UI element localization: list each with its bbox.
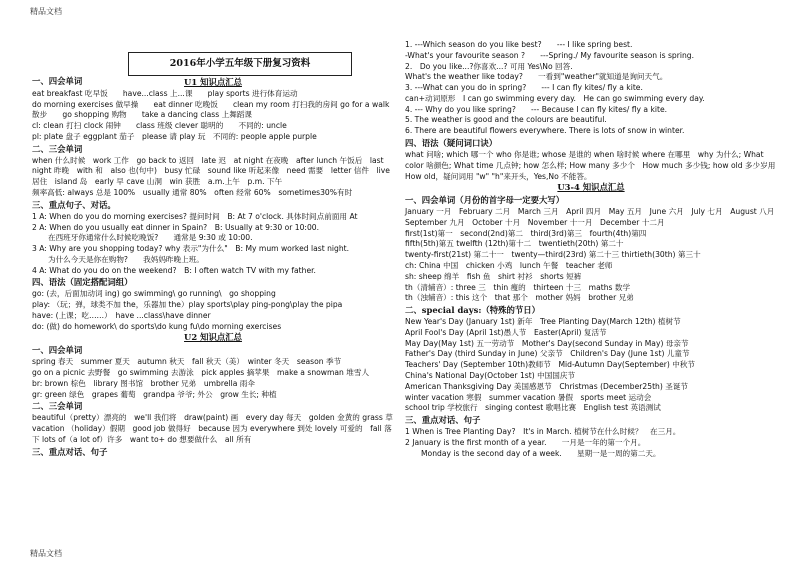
dialog-line: What's the weather like today? 一看到"weather"就知道是询问天气。: [405, 72, 668, 82]
word-line: go on a picnic 去野餐 go swimming 去游泳 pick apples 摘苹果 make a snowman 堆雪人: [32, 368, 370, 378]
section-heading: 三、重点对话、句子: [405, 415, 481, 426]
dialog-line: 6. There are beautiful flowers everywhere. There is lots of snow in winter.: [405, 126, 685, 136]
word-line: January 一月 February 二月 March 三月 April 四月 May 五月 June 六月 July 七月 August 八月 September 九月 October 十月 November 十一月 December 十二月: [405, 207, 782, 227]
holiday-line: China's National Day(October 1st) 中国国庆节: [405, 371, 576, 380]
word-line: th（浊辅音）: this 这个 that 那个 mother 妈妈 brother 兄弟: [405, 293, 634, 303]
word-line: ch: China 中国 chicken 小鸡 lunch 午餐 teacher 老师: [405, 261, 613, 271]
section-heading: 四、语法（疑问词口诀）: [405, 138, 498, 149]
section-heading: 二、三会单词: [32, 143, 83, 154]
grammar-line: what 问啥; which 哪一个 who 你是谁; whose 是谁的 when 啥时候 where 在哪里 why 为什么; What color 啥颜色; What time 几点钟; how 怎么样; How many 多少个 How much 多少钱; how old 多少岁用 How old，疑问词用 "w" "h"来开头，Yes,No 不能答。: [405, 149, 776, 181]
word-line: beautiful（pretty）漂亮的 we'll 我们将 draw(paint) 画 every day 每天 golden 金黄的 grass 草 vacation （holiday）假期 good job 做得好 because 因为 everywhere 到处 lovely 可爱的 fall 落下 lots of（a lot of）许多 want to+ do 想要做什么 all 所有: [32, 413, 401, 444]
holiday-line: New Year's Day (January 1st) 新年 Tree Planting Day(March 12th) 植树节: [405, 317, 681, 327]
footer-label: 精品文档: [30, 549, 62, 558]
dialog-line: 4 A: What do you do on the weekend? B: I often watch TV with my father.: [32, 265, 316, 275]
dialog-line: 4. --- Why do you like spring? --- Because I can fly kites/ fly a kite.: [405, 104, 668, 114]
holiday-line: April Fool's Day (April 1st)愚人节 Easter(April) 复活节: [405, 327, 607, 337]
dialog-line: can+动词原形 I can go swimming every day. He can go swimming every day.: [405, 93, 705, 103]
dialog-line: 3 A: Why are you shopping today? why 表示"为什么" B: My mum worked last night.: [32, 244, 350, 254]
section-heading: 二、三会单词: [32, 401, 83, 412]
section-heading: 二、special days:（特殊的节日）: [405, 305, 541, 316]
holiday-line: winter vacation 寒假 summer vacation 暑假 sports meet 运动会: [405, 392, 652, 402]
section-heading: 一、四会单词（月份的首字母一定要大写）: [405, 195, 565, 206]
section-heading: 四、语法（固定搭配词组）: [32, 277, 133, 288]
holiday-line: school trip 学校旅行 singing contest 歌唱比赛 English test 英语测试: [405, 403, 661, 413]
word-line: cl: clean 打扫 clock 闹钟 class 班级 clever 聪明的 不同的: uncle: [32, 121, 287, 131]
word-line: eat breakfast 吃早饭 have...class 上...课 play sports 进行体育运动: [32, 88, 298, 98]
dialog-line: -What's your favourite season ? ---Spring./ My favourite season is spring.: [405, 50, 695, 60]
unit-heading: U3-4 知识点汇总: [557, 182, 625, 193]
unit-heading: U2 知识点汇总: [184, 332, 242, 343]
word-line: gr: green 绿色 grapes 葡萄 grandpa 爷爷; 外公 grow 生长; 种植: [32, 389, 277, 399]
holiday-line: Father's Day (third Sunday in June) 父亲节 Children's Day (June 1st) 儿童节: [405, 349, 690, 359]
word-line: when 什么时候 work 工作 go back to 返回 late 迟 at night 在夜晚 after lunch 午饭后 last night 昨晚 with 和 also 也(句中) busy 忙碌 sound like 听起来像 need 需要 letter 信件 live 居住 island 岛 early 早 cave 山洞 win 获胜 a.m.上午 p.m. 下午: [32, 155, 390, 187]
section-heading: 三、重点句子、对话。: [32, 199, 116, 210]
dialog-line: 5. The weather is good and the colours are beautiful.: [405, 115, 607, 125]
dialog-line: 在西班牙你通常什么时候吃晚饭? 通常是 9:30 或 10:00.: [48, 233, 253, 243]
section-heading: 一、四会单词: [32, 345, 83, 356]
right-column: [405, 40, 782, 552]
header-label: 精品文档: [30, 7, 62, 16]
grammar-line: go: (去，后面加动词 ing) go swimming\ go running\ go shopping: [32, 289, 276, 299]
grammar-line: play: （玩；弹，球类不加 the，乐器加 the）play sports\play ping-pong\play the pipa: [32, 300, 343, 310]
grammar-line: do: (做) do homework\ do sports\do kung fu\do morning exercises: [32, 321, 282, 331]
dialog-line: 2 A: When do you usually eat dinner in Spain? B: Usually at 9:30 or 10:00.: [32, 222, 320, 232]
dialog-line: 1 When is Tree Planting Day? It's in March. 植树节在什么时候？ 在三月。: [405, 427, 681, 437]
dialog-line: 1. ---Which season do you like best? --- I like spring best.: [405, 40, 633, 49]
unit-heading: U1 知识点汇总: [184, 76, 242, 87]
word-line: spring 春天 summer 夏天 autumn 秋天 fall 秋天（美） winter 冬天 season 季节: [32, 357, 342, 367]
left-column: [32, 75, 401, 550]
dialog-line: 为什么今天是你在购物? 我妈妈昨晚上班。: [48, 254, 204, 264]
holiday-line: American Thanksgiving Day 美国感恩节 Christmas (December25th) 圣诞节: [405, 381, 689, 391]
section-heading: 三、重点对话、句子: [32, 446, 108, 457]
word-line: th（清辅音）: three 三 thin 瘦的 thirteen 十三 maths 数学: [405, 282, 631, 292]
dialog-line: 2. Do you like...?你喜欢...? 可用 Yes\No 回答.: [405, 61, 573, 71]
word-line: sh: sheep 绵羊 fish 鱼 shirt 衬衫 shorts 短裤: [405, 271, 582, 281]
word-line: first(1st)第一 second(2nd)第二 third(3rd)第三 fourth(4th)第四: [405, 228, 647, 238]
holiday-line: Teachers' Day (September 10th)教师节 Mid-Autumn Day(September) 中秋节: [405, 360, 696, 370]
dialog-line: 1 A: When do you do morning exercises? 提问时间 B: At 7 o'clock. 具体时间点前面用 At: [32, 211, 358, 221]
word-line: pl: plate 盘子 eggplant 茄子 please 请 play 玩 不同的: people apple purple: [32, 131, 317, 141]
document-title: 2016年小学五年级下册复习资料: [128, 52, 352, 76]
dialog-line: 3. ---What can you do in spring? --- I can fly kites/ fly a kite.: [405, 83, 643, 93]
word-line: 频率高低: always 总是 100% usually 通常 80% often 经常 60% sometimes30%有时: [32, 188, 353, 198]
dialog-line: Monday is the second day of a week. 星期一是一周的第二天。: [421, 448, 661, 458]
section-heading: 一、四会单词: [32, 76, 83, 86]
word-line: do morning exercises 做早操 eat dinner 吃晚饭 clean my room 打扫我的房间 go for a walk 散步 go shopping 购物 take a dancing class 上舞蹈课: [32, 99, 390, 120]
word-line: fifth(5th)第五 twelfth (12th)第十二 twentieth(20th) 第二十: [405, 239, 624, 249]
holiday-line: May Day(May 1st) 五一劳动节 Mother's Day(second Sunday in May) 母亲节: [405, 338, 689, 348]
word-line: br: brown 棕色 library 图书馆 brother 兄弟 umbrella 雨伞: [32, 378, 255, 388]
grammar-line: have: (上课；吃……） have ...class\have dinner: [32, 310, 211, 320]
dialog-line: 2 January is the first month of a year. 一月是一年的第一个月。: [405, 437, 646, 447]
word-line: twenty-first(21st) 第二十一 twenty—third(23rd) 第二十三 thirtieth(30th) 第三十: [405, 250, 701, 260]
